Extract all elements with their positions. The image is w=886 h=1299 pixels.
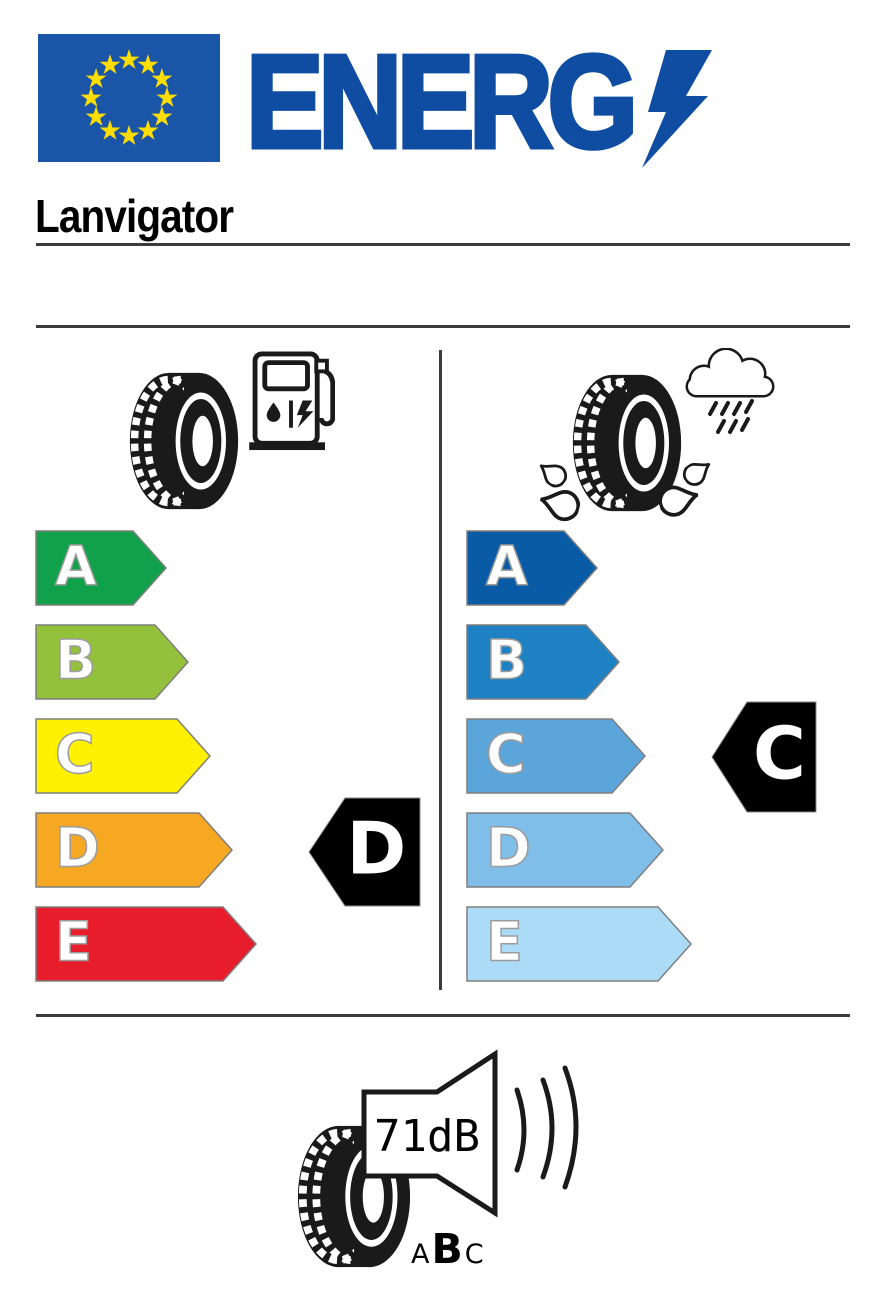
wet-grade-c-arrow: [466, 718, 646, 794]
eu-flag-icon: [38, 34, 220, 162]
divider-line: [36, 325, 850, 328]
fuel-grade-c-arrow: [35, 718, 211, 794]
grade-letter: A: [55, 534, 97, 598]
fuel-grade-e-arrow: [35, 906, 257, 982]
energy-logo-text: ENERG: [246, 28, 633, 175]
noise-class-c: C: [464, 1239, 484, 1270]
rain-drops: [710, 401, 752, 432]
noise-class-a: A: [411, 1239, 430, 1270]
rain-cloud-icon: [682, 348, 782, 443]
fuel-grade-b-arrow: [35, 624, 189, 700]
fuel-rating-indicator: [308, 796, 422, 908]
grade-letter: C: [486, 722, 526, 786]
sound-wave-arcs: [517, 1068, 576, 1187]
fuel-pump-icon: [247, 350, 335, 452]
noise-class-scale: [411, 1225, 484, 1273]
wet-grip-rating-indicator: [711, 700, 818, 814]
fuel-grade-a-arrow: [35, 530, 167, 606]
grade-letter: B: [486, 628, 528, 692]
fuel-grade-d-arrow: [35, 812, 233, 888]
grade-letter: A: [486, 534, 528, 598]
wet-grade-d-arrow: [466, 812, 664, 888]
grade-letter: C: [55, 722, 95, 786]
wet-grip-rating-value: C: [753, 711, 806, 796]
grade-letter: B: [55, 628, 97, 692]
wet-grade-a-arrow: [466, 530, 598, 606]
grade-letter: E: [486, 910, 523, 974]
grade-letter: E: [55, 910, 92, 974]
brand-name: Lanvigator: [35, 190, 234, 242]
divider-line: [36, 1014, 850, 1017]
lightning-bolt-icon: [636, 50, 714, 168]
noise-decibel-value: 71dB: [374, 1111, 480, 1162]
grade-letter: D: [486, 816, 531, 880]
wet-grade-b-arrow: [466, 624, 620, 700]
divider-line: [36, 243, 850, 246]
tire-icon: [128, 368, 240, 514]
fuel-rating-value: D: [346, 806, 407, 891]
wet-grade-e-arrow: [466, 906, 692, 982]
noise-class-b-selected: B: [431, 1225, 463, 1273]
grade-letter: D: [55, 816, 100, 880]
column-divider: [439, 350, 442, 990]
